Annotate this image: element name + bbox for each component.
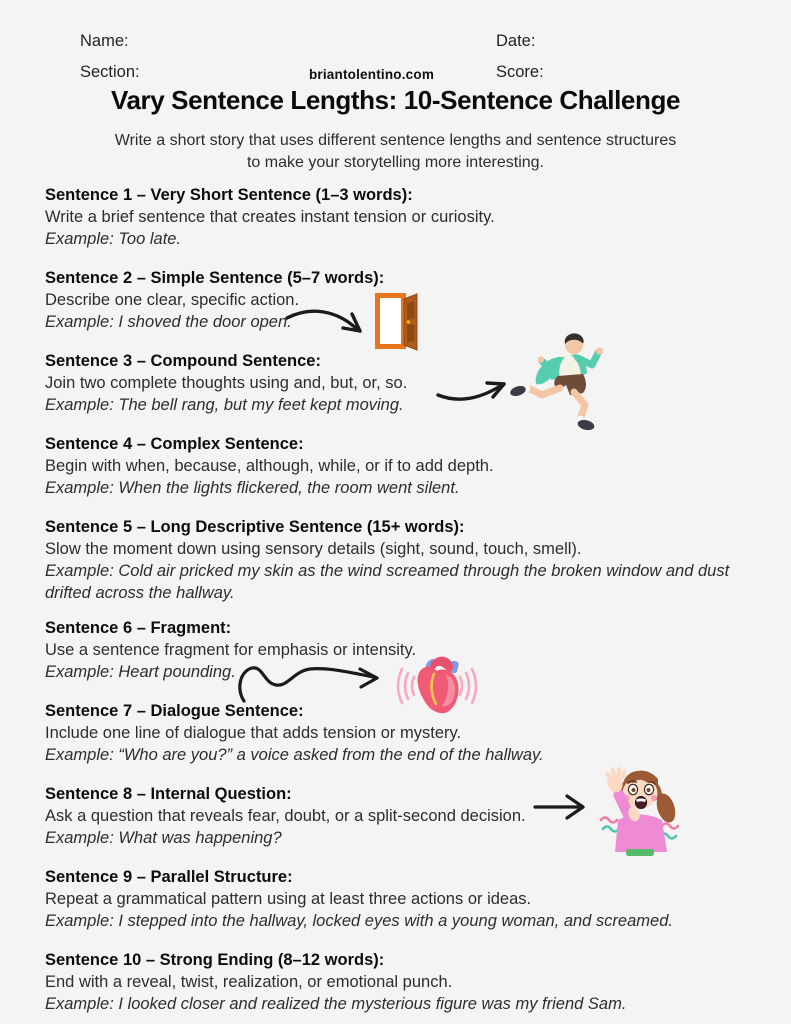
- worksheet-section: [45, 866, 747, 932]
- beating-heart-icon: [394, 649, 480, 723]
- worksheet-section: [45, 184, 747, 250]
- worksheet-section: [45, 433, 747, 499]
- section-body: Write a brief sentence that creates instant tension or curiosity.: [45, 208, 495, 226]
- section-body: Repeat a grammatical pattern using at least three actions or ideas.: [45, 890, 532, 908]
- website-text: briantolentino.com: [308, 67, 435, 82]
- worksheet-section: [45, 350, 747, 416]
- score-label: Score:: [496, 63, 544, 81]
- section-example: Example: “Who are you?” a voice asked from the end of the hallway.: [45, 746, 544, 764]
- section-heading: Sentence 4 – Complex Sentence:: [45, 435, 304, 453]
- page-title: Vary Sentence Lengths: 10-Sentence Challenge: [110, 85, 681, 115]
- section-heading: Sentence 10 – Strong Ending (8–12 words):: [45, 951, 385, 969]
- arrow-to-heart-icon: [236, 653, 388, 707]
- section-body: Describe one clear, specific action.: [45, 291, 300, 309]
- section-example: Example: I stepped into the hallway, locked eyes with a young woman, and screamed.: [45, 912, 673, 930]
- section-example: Example: I looked closer and realized the mysterious figure was my friend Sam.: [45, 995, 627, 1013]
- section-body: Ask a question that reveals fear, doubt, or a split-second decision.: [45, 807, 526, 825]
- section-body: Include one line of dialogue that adds tension or mystery.: [45, 724, 462, 742]
- section-example: Example: The bell rang, but my feet kept moving.: [45, 396, 404, 414]
- section-heading: Sentence 8 – Internal Question:: [45, 785, 292, 803]
- arrow-to-girl-icon: [533, 794, 587, 820]
- section-heading: Sentence 5 – Long Descriptive Sentence (15+ words):: [45, 518, 465, 536]
- section-heading: Sentence 3 – Compound Sentence:: [45, 352, 321, 370]
- open-door-icon: [374, 292, 420, 351]
- section-example: Example: What was happening?: [45, 829, 282, 847]
- scared-girl-icon: [596, 758, 682, 856]
- arrow-to-runner-icon: [436, 378, 510, 406]
- section-heading: Sentence 6 – Fragment:: [45, 619, 232, 637]
- section-heading: Sentence 9 – Parallel Structure:: [45, 868, 293, 886]
- section-example: Example: Heart pounding.: [45, 663, 236, 681]
- section-heading: Sentence 2 – Simple Sentence (5–7 words):: [45, 269, 385, 287]
- section-example: Example: When the lights flickered, the room went silent.: [45, 479, 460, 497]
- section-label: Section:: [80, 63, 140, 81]
- section-body: Begin with when, because, although, while, or if to add depth.: [45, 457, 494, 475]
- section-example: Example: I shoved the door open.: [45, 313, 292, 331]
- section-body: End with a reveal, twist, realization, or emotional punch.: [45, 973, 453, 991]
- section-heading: Sentence 1 – Very Short Sentence (1–3 words):: [45, 186, 413, 204]
- page-subtitle: Write a short story that uses different sentence lengths and sentence structures to make your storytelling more interesting.: [114, 132, 677, 171]
- section-body: Slow the moment down using sensory details (sight, sound, touch, smell).: [45, 540, 582, 558]
- section-heading: Sentence 7 – Dialogue Sentence:: [45, 702, 304, 720]
- date-label: Date:: [496, 32, 536, 50]
- section-example: Example: Too late.: [45, 230, 182, 248]
- arrow-to-door-icon: [285, 303, 369, 343]
- section-body: Join two complete thoughts using and, but, or, so.: [45, 374, 408, 392]
- section-body: Use a sentence fragment for emphasis or intensity.: [45, 641, 417, 659]
- section-example: Example: Cold air pricked my skin as the wind screamed through the broken window and dust drifted across the hallway.: [45, 562, 730, 602]
- worksheet-section: [45, 516, 747, 604]
- name-label: Name:: [80, 32, 129, 50]
- worksheet-section: [45, 949, 747, 1015]
- running-man-icon: [508, 332, 618, 432]
